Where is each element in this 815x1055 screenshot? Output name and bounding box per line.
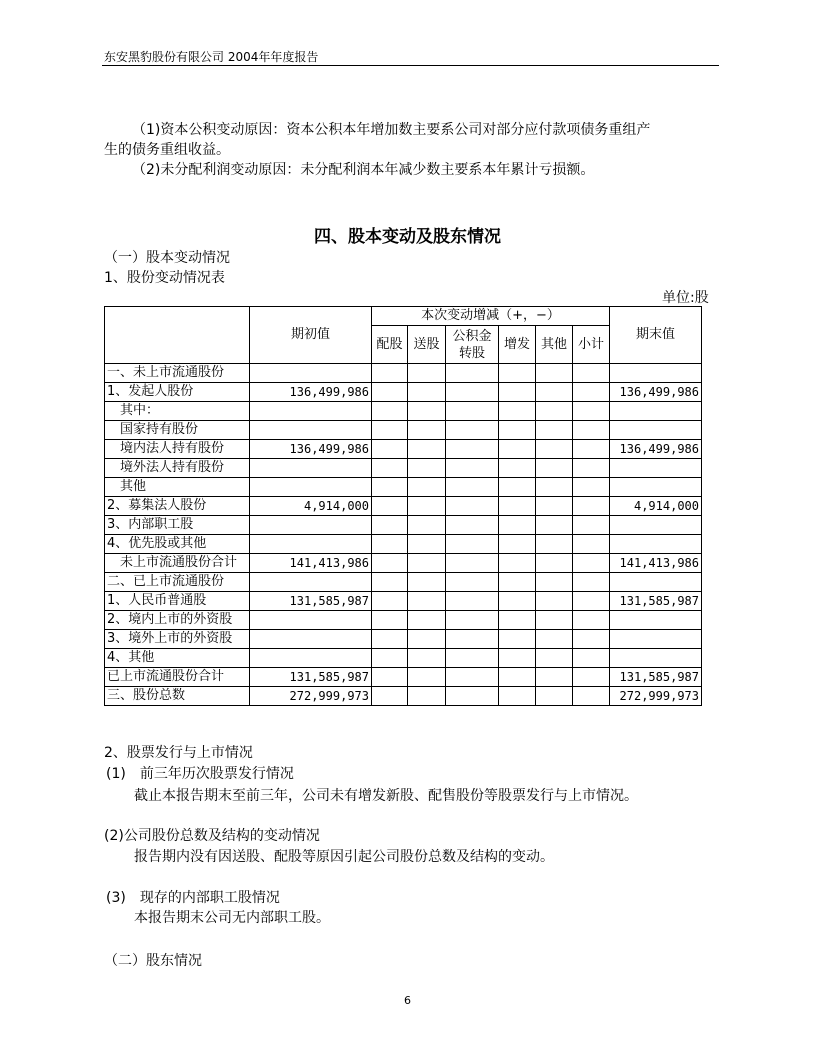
header-final: 期末值 xyxy=(610,307,702,364)
initial-value xyxy=(250,478,372,497)
initial-value: 136,499,986 xyxy=(250,440,372,459)
final-value: 131,585,987 xyxy=(610,592,702,611)
change-cell xyxy=(536,421,573,440)
change-cell xyxy=(372,421,408,440)
change-cell xyxy=(573,668,610,687)
change-cell xyxy=(408,478,446,497)
change-cell xyxy=(408,421,446,440)
change-cell xyxy=(446,649,499,668)
table-row xyxy=(105,573,702,592)
subheading: （二）股东情况 xyxy=(104,953,202,969)
change-cell xyxy=(573,497,610,516)
final-value xyxy=(610,364,702,383)
share-change-table xyxy=(104,306,702,706)
change-cell xyxy=(446,668,499,687)
change-cell xyxy=(573,516,610,535)
change-cell xyxy=(573,421,610,440)
subheading: (2)公司股份总数及结构的变动情况 xyxy=(104,828,320,844)
page-header: 东安黑豹股份有限公司 2004年年度报告 xyxy=(104,50,319,64)
change-cell xyxy=(372,554,408,573)
change-cell xyxy=(408,497,446,516)
change-cell xyxy=(446,478,499,497)
row-label: 其中： xyxy=(105,402,250,421)
table-row xyxy=(105,554,702,573)
change-cell xyxy=(499,459,536,478)
header-initial: 期初值 xyxy=(250,307,372,364)
change-cell xyxy=(372,573,408,592)
change-cell xyxy=(408,440,446,459)
change-cell xyxy=(536,592,573,611)
paragraph: （2)未分配利润变动原因：未分配利润本年减少数主要系本年累计亏损额。 xyxy=(132,162,595,178)
initial-value xyxy=(250,459,372,478)
change-cell xyxy=(536,383,573,402)
change-cell xyxy=(372,592,408,611)
change-cell xyxy=(408,630,446,649)
change-cell xyxy=(446,554,499,573)
change-cell xyxy=(536,668,573,687)
change-cell xyxy=(446,592,499,611)
change-cell xyxy=(536,687,573,706)
change-cell xyxy=(446,573,499,592)
change-cell xyxy=(499,383,536,402)
header-col: 其他 xyxy=(536,326,573,364)
row-label: 国家持有股份 xyxy=(105,421,250,440)
change-cell xyxy=(408,668,446,687)
change-cell xyxy=(536,630,573,649)
subheading: 1、股份变动情况表 xyxy=(104,270,225,286)
row-label: 境内法人持有股份 xyxy=(105,440,250,459)
change-cell xyxy=(536,649,573,668)
change-cell xyxy=(372,649,408,668)
change-cell xyxy=(372,687,408,706)
paragraph: 生的债务重组收益。 xyxy=(104,142,230,158)
change-cell xyxy=(446,459,499,478)
change-cell xyxy=(536,497,573,516)
change-cell xyxy=(499,592,536,611)
initial-value: 4,914,000 xyxy=(250,497,372,516)
row-label: 3、内部职工股 xyxy=(105,516,250,535)
initial-value: 272,999,973 xyxy=(250,687,372,706)
change-cell xyxy=(408,383,446,402)
row-label: 未上市流通股份合计 xyxy=(105,554,250,573)
change-cell xyxy=(372,611,408,630)
change-cell xyxy=(573,687,610,706)
change-cell xyxy=(499,668,536,687)
paragraph: 本报告期末公司无内部职工股。 xyxy=(134,910,330,926)
change-cell xyxy=(499,497,536,516)
table-row xyxy=(105,459,702,478)
change-cell xyxy=(372,383,408,402)
change-cell xyxy=(446,421,499,440)
row-label: 已上市流通股份合计 xyxy=(105,668,250,687)
subheading: （一）股本变动情况 xyxy=(104,250,230,266)
change-cell xyxy=(408,649,446,668)
change-cell xyxy=(536,459,573,478)
change-cell xyxy=(372,440,408,459)
change-cell xyxy=(446,383,499,402)
change-cell xyxy=(372,478,408,497)
table-row xyxy=(105,687,702,706)
change-cell xyxy=(446,535,499,554)
change-cell xyxy=(408,402,446,421)
change-cell xyxy=(536,573,573,592)
change-cell xyxy=(536,440,573,459)
change-cell xyxy=(499,478,536,497)
change-cell xyxy=(372,668,408,687)
change-cell xyxy=(372,459,408,478)
change-cell xyxy=(372,535,408,554)
final-value xyxy=(610,649,702,668)
change-cell xyxy=(408,687,446,706)
final-value: 4,914,000 xyxy=(610,497,702,516)
unit-label: 单位:股 xyxy=(662,290,709,306)
initial-value xyxy=(250,516,372,535)
change-cell xyxy=(573,364,610,383)
table-row xyxy=(105,478,702,497)
change-cell xyxy=(446,364,499,383)
change-cell xyxy=(573,630,610,649)
table-row xyxy=(105,421,702,440)
initial-value xyxy=(250,573,372,592)
change-cell xyxy=(446,611,499,630)
row-label: 三、股份总数 xyxy=(105,687,250,706)
change-cell xyxy=(408,573,446,592)
initial-value xyxy=(250,630,372,649)
change-cell xyxy=(408,364,446,383)
table-row xyxy=(105,611,702,630)
change-cell xyxy=(372,497,408,516)
row-label: 4、其他 xyxy=(105,649,250,668)
change-cell xyxy=(499,402,536,421)
initial-value xyxy=(250,402,372,421)
table-row xyxy=(105,497,702,516)
change-cell xyxy=(372,516,408,535)
change-cell xyxy=(372,630,408,649)
row-label: 4、优先股或其他 xyxy=(105,535,250,554)
change-cell xyxy=(372,364,408,383)
change-cell xyxy=(499,421,536,440)
change-cell xyxy=(446,402,499,421)
change-cell xyxy=(573,592,610,611)
change-cell xyxy=(573,440,610,459)
row-label: 境外法人持有股份 xyxy=(105,459,250,478)
table-row xyxy=(105,630,702,649)
final-value xyxy=(610,535,702,554)
change-cell xyxy=(536,364,573,383)
initial-value: 131,585,987 xyxy=(250,592,372,611)
change-cell xyxy=(573,554,610,573)
final-value xyxy=(610,573,702,592)
change-cell xyxy=(573,611,610,630)
change-cell xyxy=(573,459,610,478)
change-cell xyxy=(499,649,536,668)
initial-value: 141,413,986 xyxy=(250,554,372,573)
change-cell xyxy=(573,478,610,497)
final-value xyxy=(610,630,702,649)
change-cell xyxy=(573,573,610,592)
change-cell xyxy=(536,554,573,573)
table-row xyxy=(105,402,702,421)
change-cell xyxy=(446,630,499,649)
table-row xyxy=(105,592,702,611)
header-change: 本次变动增减（+，−） xyxy=(372,307,610,326)
change-cell xyxy=(499,630,536,649)
initial-value xyxy=(250,611,372,630)
subheading: (1) 前三年历次股票发行情况 xyxy=(106,766,294,782)
table-row xyxy=(105,668,702,687)
table-row xyxy=(105,649,702,668)
change-cell xyxy=(499,554,536,573)
subheading: 2、股票发行与上市情况 xyxy=(104,745,253,761)
row-label: 3、境外上市的外资股 xyxy=(105,630,250,649)
header-col: 送股 xyxy=(408,326,446,364)
header-col: 小计 xyxy=(573,326,610,364)
final-value xyxy=(610,421,702,440)
change-cell xyxy=(536,516,573,535)
paragraph: （1)资本公积变动原因：资本公积本年增加数主要系公司对部分应付款项债务重组产 xyxy=(132,122,651,138)
change-cell xyxy=(536,478,573,497)
final-value xyxy=(610,611,702,630)
change-cell xyxy=(408,611,446,630)
initial-value: 136,499,986 xyxy=(250,383,372,402)
change-cell xyxy=(499,440,536,459)
change-cell xyxy=(408,554,446,573)
subheading: (3) 现存的内部职工股情况 xyxy=(106,890,280,906)
initial-value: 131,585,987 xyxy=(250,668,372,687)
change-cell xyxy=(536,611,573,630)
table-row xyxy=(105,440,702,459)
change-cell xyxy=(408,459,446,478)
change-cell xyxy=(408,516,446,535)
section-title: 四、股本变动及股东情况 xyxy=(314,227,501,247)
change-cell xyxy=(408,592,446,611)
row-label: 一、未上市流通股份 xyxy=(105,364,250,383)
table-row xyxy=(105,535,702,554)
table-row xyxy=(105,364,702,383)
header-blank xyxy=(105,307,250,364)
row-label: 2、募集法人股份 xyxy=(105,497,250,516)
change-cell xyxy=(499,687,536,706)
row-label: 2、境内上市的外资股 xyxy=(105,611,250,630)
header-col: 增发 xyxy=(499,326,536,364)
initial-value xyxy=(250,421,372,440)
final-value xyxy=(610,402,702,421)
final-value: 141,413,986 xyxy=(610,554,702,573)
final-value xyxy=(610,478,702,497)
change-cell xyxy=(446,687,499,706)
change-cell xyxy=(499,535,536,554)
row-label: 其他 xyxy=(105,478,250,497)
change-cell xyxy=(573,402,610,421)
table-row xyxy=(105,383,702,402)
change-cell xyxy=(446,440,499,459)
change-cell xyxy=(573,383,610,402)
change-cell xyxy=(499,611,536,630)
final-value: 272,999,973 xyxy=(610,687,702,706)
change-cell xyxy=(408,535,446,554)
final-value xyxy=(610,459,702,478)
final-value xyxy=(610,516,702,535)
change-cell xyxy=(573,649,610,668)
row-label: 1、发起人股份 xyxy=(105,383,250,402)
header-col: 公积金 转股 xyxy=(446,326,499,364)
row-label: 1、人民币普通股 xyxy=(105,592,250,611)
change-cell xyxy=(372,402,408,421)
change-cell xyxy=(499,364,536,383)
initial-value xyxy=(250,364,372,383)
initial-value xyxy=(250,649,372,668)
change-cell xyxy=(499,573,536,592)
change-cell xyxy=(499,516,536,535)
final-value: 136,499,986 xyxy=(610,440,702,459)
change-cell xyxy=(536,535,573,554)
change-cell xyxy=(446,497,499,516)
paragraph: 截止本报告期末至前三年，公司未有增发新股、配售股份等股票发行与上市情况。 xyxy=(134,788,638,804)
header-rule xyxy=(102,65,719,66)
initial-value xyxy=(250,535,372,554)
header-col: 配股 xyxy=(372,326,408,364)
table-row xyxy=(105,516,702,535)
page-number: 6 xyxy=(404,994,411,1007)
final-value: 136,499,986 xyxy=(610,383,702,402)
change-cell xyxy=(446,516,499,535)
paragraph: 报告期内没有因送股、配股等原因引起公司股份总数及结构的变动。 xyxy=(134,849,554,865)
final-value: 131,585,987 xyxy=(610,668,702,687)
change-cell xyxy=(573,535,610,554)
row-label: 二、已上市流通股份 xyxy=(105,573,250,592)
change-cell xyxy=(536,402,573,421)
